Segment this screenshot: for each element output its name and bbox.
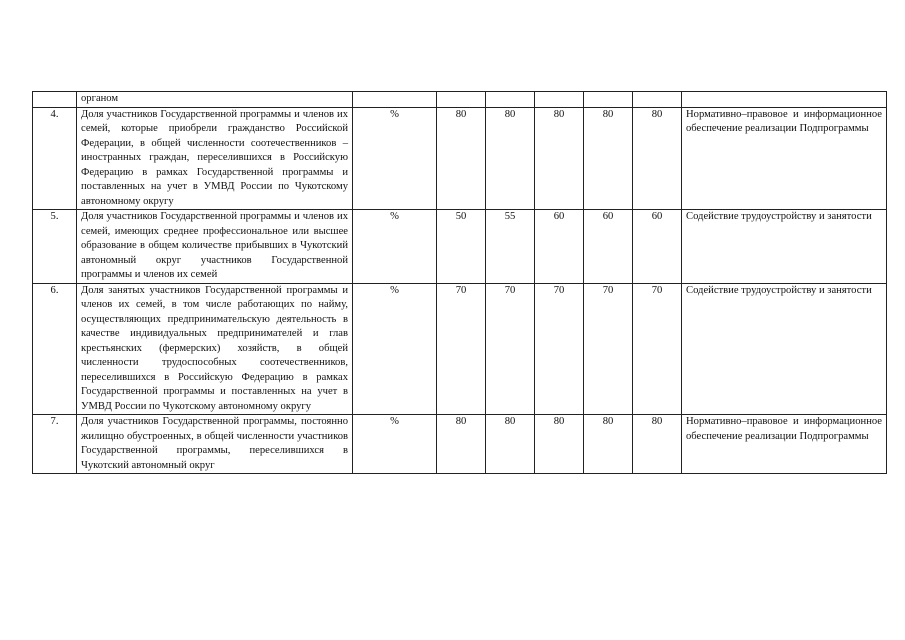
row-number-cell bbox=[33, 92, 77, 108]
indicators-table bbox=[32, 91, 887, 474]
note-cell: Нормативно–правовое и информационное обеспечение реализации Подпрограммы bbox=[682, 415, 887, 474]
unit-cell: % bbox=[353, 415, 437, 474]
table-row bbox=[33, 415, 887, 474]
value-cell: 80 bbox=[633, 107, 682, 210]
table-row bbox=[33, 283, 887, 415]
value-cell bbox=[486, 92, 535, 108]
row-number-cell: 4. bbox=[33, 107, 77, 210]
note-cell: Содействие трудоустройству и занятости bbox=[682, 283, 887, 415]
value-cell: 80 bbox=[584, 415, 633, 474]
value-cell: 80 bbox=[437, 415, 486, 474]
indicator-description: Доля участников Государственной программы и членов их семей, которые приобрели гражданство Российской Федерации, в общей численности соотечественников – иностранных граждан, переселившихся в Российскую Федерацию в рамках Государственной программы и поставленных на учет в УМВД России по Чукотскому автономному округу bbox=[77, 107, 353, 210]
value-cell: 80 bbox=[535, 107, 584, 210]
row-number-cell: 5. bbox=[33, 210, 77, 284]
note-cell: Нормативно–правовое и информационное обеспечение реализации Подпрограммы bbox=[682, 107, 887, 210]
value-cell: 80 bbox=[633, 415, 682, 474]
value-cell: 60 bbox=[535, 210, 584, 284]
indicator-description: органом bbox=[77, 92, 353, 108]
value-cell: 55 bbox=[486, 210, 535, 284]
value-cell: 70 bbox=[633, 283, 682, 415]
indicator-description: Доля участников Государственной программы, постоянно жилищно обустроенных, в общей численности участников Государственной программы, переселившихся в Чукотский автономный округ bbox=[77, 415, 353, 474]
value-cell bbox=[584, 92, 633, 108]
value-cell: 60 bbox=[633, 210, 682, 284]
table-row bbox=[33, 210, 887, 284]
value-cell: 80 bbox=[486, 107, 535, 210]
unit-cell: % bbox=[353, 283, 437, 415]
row-number-cell: 6. bbox=[33, 283, 77, 415]
row-number-cell: 7. bbox=[33, 415, 77, 474]
value-cell: 70 bbox=[584, 283, 633, 415]
indicator-description: Доля занятых участников Государственной программы и членов их семей, в том числе работающих по найму, осуществляющих предпринимательскую деятельность в качестве индивидуальных предпринимателей и глав крестьянских (фермерских) хозяйств, в общей численности трудоспособных соотечественников, переселившихся в Российскую Федерацию в рамках Государственной программы и поставленных на учет в УМВД России по Чукотскому автономному округу bbox=[77, 283, 353, 415]
value-cell bbox=[437, 92, 486, 108]
value-cell: 80 bbox=[486, 415, 535, 474]
table-row bbox=[33, 107, 887, 210]
value-cell: 50 bbox=[437, 210, 486, 284]
indicator-description: Доля участников Государственной программы и членов их семей, имеющих среднее профессиональное или высшее образование в общем количестве прибывших в Чукотский автономный округ участников Государственной программы и членов их семей bbox=[77, 210, 353, 284]
note-cell: Содействие трудоустройству и занятости bbox=[682, 210, 887, 284]
table-row-continuation bbox=[33, 92, 887, 108]
value-cell: 70 bbox=[486, 283, 535, 415]
value-cell bbox=[633, 92, 682, 108]
value-cell: 80 bbox=[437, 107, 486, 210]
value-cell: 70 bbox=[535, 283, 584, 415]
value-cell: 60 bbox=[584, 210, 633, 284]
value-cell: 70 bbox=[437, 283, 486, 415]
unit-cell bbox=[353, 92, 437, 108]
unit-cell: % bbox=[353, 210, 437, 284]
value-cell: 80 bbox=[535, 415, 584, 474]
note-cell bbox=[682, 92, 887, 108]
unit-cell: % bbox=[353, 107, 437, 210]
value-cell bbox=[535, 92, 584, 108]
value-cell: 80 bbox=[584, 107, 633, 210]
